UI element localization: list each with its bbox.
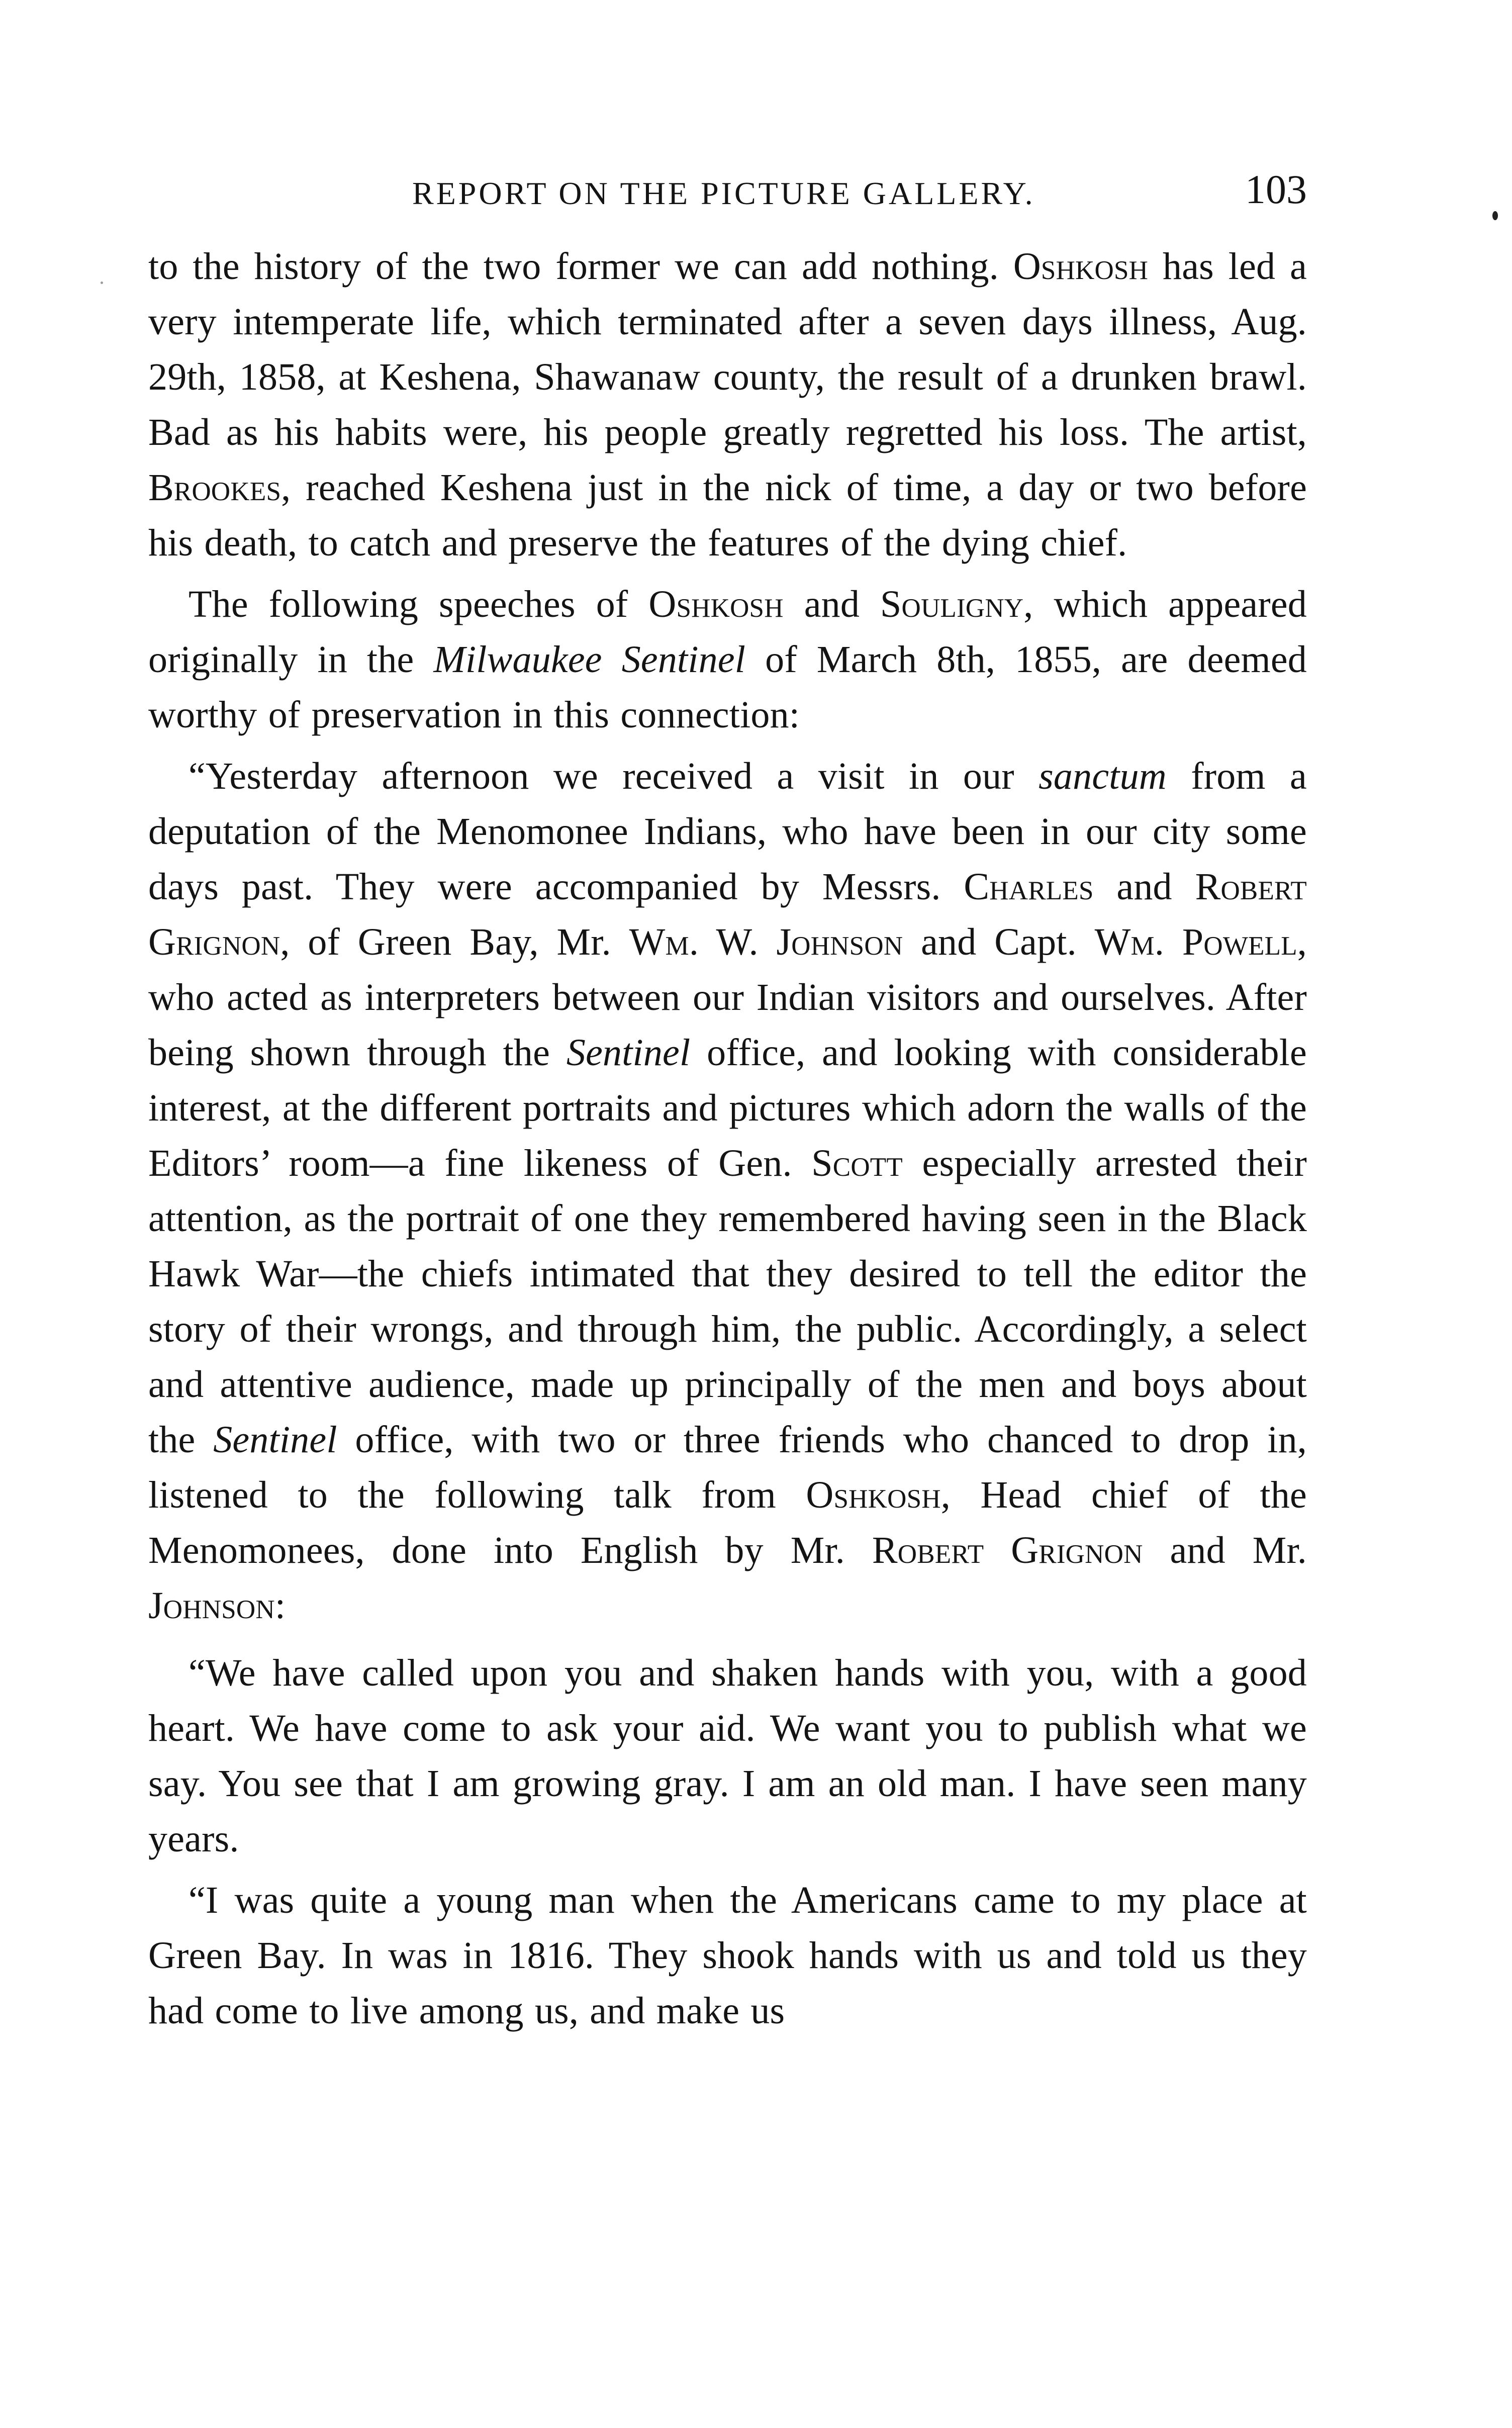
small-caps-name: Oshkosh — [1013, 245, 1149, 288]
italic-text: sanctum — [1038, 755, 1167, 797]
paragraph-speech-opening — [148, 1645, 1307, 1866]
text-run: especially arrested their attention, as the portrait of one they remembered having seen in the Black Hawk War—the chiefs intimated that they desired to tell the editor the story of their wrongs, and through him, the public. Accordingly, a select and attentive audience, made up principally of the men and boys about the — [148, 1142, 1307, 1461]
paragraph-sentinel-visit — [148, 749, 1307, 1633]
text-run: : — [274, 1584, 286, 1627]
text-run: , which appeared originally in the — [148, 583, 1307, 681]
text-run: office, and looking with considerable interest, at the different portraits and pictures which adorn the walls of the Editors’ room—a fine likeness of Gen. — [148, 1032, 1307, 1184]
text-run: office, with two or three friends who chanced to drop in, listened to the following talk from — [148, 1419, 1307, 1516]
page-number: 103 — [1245, 166, 1307, 212]
small-caps-name: Wm. Powell — [1094, 921, 1297, 963]
text-run: and Capt. — [903, 921, 1095, 963]
text-run: to the history of the two former we can add nothing. — [148, 245, 1013, 288]
small-caps-name: Robert Grignon — [872, 1529, 1143, 1571]
small-caps-name: Wm. W. Johnson — [629, 921, 903, 963]
small-caps-name: Brookes — [148, 466, 281, 509]
text-run: The following speeches of — [188, 583, 649, 625]
text-run: and Mr. — [1143, 1529, 1307, 1571]
small-caps-name: Charles — [964, 866, 1094, 908]
small-caps-name: Johnson — [148, 1584, 275, 1627]
text-run: , reached Keshena just in the nick of time, a day or two before his death, to catch and preserve the features of the dying chief. — [148, 466, 1307, 564]
text-run: , who acted as interpreters between our Indian visitors and ourselves. After being shown through the — [148, 921, 1307, 1074]
body-text — [148, 239, 1307, 2038]
italic-text: Milwaukee Sentinel — [433, 638, 746, 681]
text-run: , of Green Bay, Mr. — [280, 921, 629, 963]
small-caps-name: Oshkosh — [806, 1474, 941, 1516]
margin-ink-mark — [1492, 211, 1498, 220]
text-run: has led a very intemperate life, which terminated after a seven days illness, Aug. 29th, 1858, at Keshena, Shawanaw county, the result of a drunken brawl. Bad as his habits were, his people greatly regretted his loss. The artist, — [148, 245, 1307, 453]
text-run: of March 8th, 1855, are deemed worthy of preservation in this connection: — [148, 638, 1307, 736]
text-run: , Head chief of the Menomonees, done into English by Mr. — [148, 1474, 1307, 1571]
text-run: from a deputation of the Menomonee Indians, who have been in our city some days past. They were accompanied by Messrs. — [148, 755, 1307, 908]
italic-text: Sentinel — [566, 1032, 691, 1074]
text-run: and — [783, 583, 880, 625]
small-caps-name: Oshkosh — [648, 583, 784, 625]
running-head — [151, 166, 1307, 221]
paragraph-speeches-intro — [148, 577, 1307, 742]
paragraph-oshkosh-history — [148, 239, 1307, 571]
running-head-title: REPORT ON THE PICTURE GALLERY. — [412, 175, 1035, 211]
margin-ink-speck — [101, 282, 103, 284]
text-run: and — [1093, 866, 1195, 908]
paragraph-speech-green-bay — [148, 1873, 1307, 2038]
text-run: “I was quite a young man when the Americans came to my place at Green Bay. In was in 1816. They shook hands with us and told us they had come to live among us, and make us — [148, 1879, 1307, 2032]
text-run: “We have called upon you and shaken hands with you, with a good heart. We have come to ask your aid. We want you to publish what we say. You see that I am growing gray. I am an old man. I have seen many years. — [148, 1652, 1307, 1860]
italic-text: Sentinel — [213, 1419, 337, 1461]
text-run: “Yesterday afternoon we received a visit in our — [188, 755, 1039, 797]
small-caps-name: Scott — [811, 1142, 903, 1184]
small-caps-name: Robert Grignon — [148, 866, 1307, 963]
small-caps-name: Souligny — [880, 583, 1024, 625]
